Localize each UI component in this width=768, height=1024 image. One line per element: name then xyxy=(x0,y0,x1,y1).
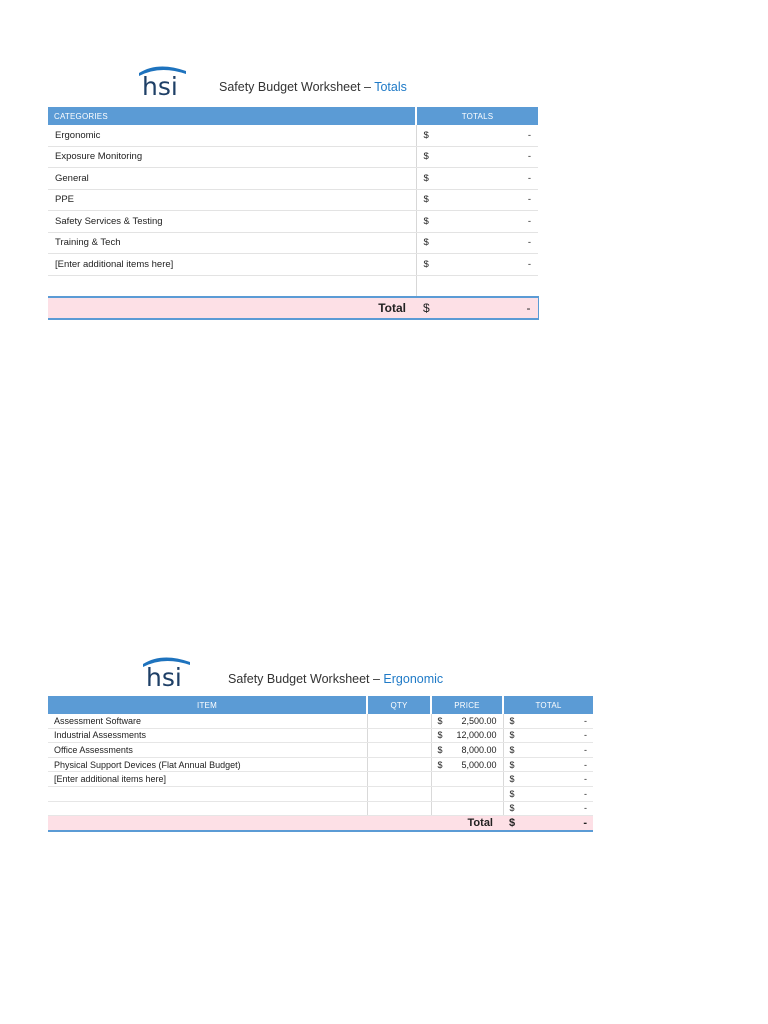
total-value: - xyxy=(527,172,531,184)
table-row xyxy=(48,254,538,276)
column-header-qty: QTY xyxy=(367,696,431,714)
currency-symbol: $ xyxy=(437,715,443,726)
price-cell[interactable] xyxy=(431,728,503,743)
price-cell[interactable] xyxy=(431,714,503,728)
column-header-total: TOTAL xyxy=(503,696,593,714)
column-header-categories: CATEGORIES xyxy=(48,107,416,125)
total-value: - xyxy=(527,151,531,163)
qty-cell[interactable] xyxy=(367,728,431,743)
item-cell[interactable] xyxy=(48,801,367,816)
qty-cell[interactable] xyxy=(367,743,431,758)
total-value: - xyxy=(584,774,587,785)
qty-cell[interactable] xyxy=(367,772,431,787)
total-cell[interactable] xyxy=(416,211,538,233)
totals-table xyxy=(48,107,539,320)
price-cell[interactable] xyxy=(431,772,503,787)
column-header-price: PRICE xyxy=(431,696,503,714)
total-cell[interactable] xyxy=(416,125,538,146)
column-header-item: ITEM xyxy=(48,696,367,714)
price-cell[interactable] xyxy=(431,786,503,801)
grand-total-value: - xyxy=(526,301,531,315)
table-row xyxy=(48,168,538,190)
total-value: - xyxy=(584,730,587,741)
qty-cell[interactable] xyxy=(367,801,431,816)
page-title xyxy=(228,672,443,686)
currency-symbol: $ xyxy=(423,194,429,206)
price-cell[interactable] xyxy=(431,743,503,758)
logo-text: hsi xyxy=(142,72,178,99)
currency-symbol: $ xyxy=(423,301,430,315)
grand-total-row xyxy=(48,816,593,832)
table-row xyxy=(48,772,593,787)
total-value: - xyxy=(527,194,531,206)
price-value: 5,000.00 xyxy=(461,759,497,770)
currency-symbol: $ xyxy=(423,237,429,249)
table-row xyxy=(48,714,593,728)
currency-symbol: $ xyxy=(509,730,515,741)
grand-total-cell xyxy=(416,297,538,319)
category-cell[interactable]: Safety Services & Testing xyxy=(48,211,416,233)
category-cell[interactable]: Ergonomic xyxy=(48,125,416,146)
ergonomic-table xyxy=(48,696,593,832)
qty-cell[interactable] xyxy=(367,714,431,728)
total-cell[interactable] xyxy=(416,232,538,254)
price-value: 12,000.00 xyxy=(456,730,497,741)
logo-text: hsi xyxy=(146,663,182,690)
total-cell[interactable] xyxy=(503,772,593,787)
table-row xyxy=(48,743,593,758)
total-cell[interactable] xyxy=(416,146,538,168)
currency-symbol: $ xyxy=(423,172,429,184)
table-row-empty xyxy=(48,786,593,801)
total-cell[interactable] xyxy=(416,275,538,297)
price-cell[interactable] xyxy=(431,801,503,816)
currency-symbol: $ xyxy=(509,817,516,830)
item-cell[interactable]: Physical Support Devices (Flat Annual Budget) xyxy=(48,757,367,772)
category-cell[interactable]: PPE xyxy=(48,189,416,211)
item-cell[interactable]: Assessment Software xyxy=(48,714,367,728)
grand-total-row xyxy=(48,297,538,319)
table-row xyxy=(48,728,593,743)
total-cell[interactable] xyxy=(503,801,593,816)
currency-symbol: $ xyxy=(423,129,429,141)
table-row xyxy=(48,211,538,233)
category-cell[interactable]: [Enter additional items here] xyxy=(48,254,416,276)
item-cell[interactable]: [Enter additional items here] xyxy=(48,772,367,787)
total-cell[interactable] xyxy=(416,189,538,211)
grand-total-cell xyxy=(503,816,593,832)
table-row xyxy=(48,757,593,772)
grand-total-value: - xyxy=(583,817,587,830)
category-cell[interactable]: General xyxy=(48,168,416,190)
total-value: - xyxy=(584,759,587,770)
item-cell[interactable]: Industrial Assessments xyxy=(48,728,367,743)
column-header-totals: TOTALS xyxy=(416,107,538,125)
table-row xyxy=(48,232,538,254)
total-value: - xyxy=(584,788,587,799)
qty-cell[interactable] xyxy=(367,786,431,801)
currency-symbol: $ xyxy=(437,744,443,755)
item-cell[interactable]: Office Assessments xyxy=(48,743,367,758)
currency-symbol: $ xyxy=(509,715,515,726)
currency-symbol: $ xyxy=(509,744,515,755)
total-cell[interactable] xyxy=(416,168,538,190)
currency-symbol: $ xyxy=(509,759,515,770)
currency-symbol: $ xyxy=(509,803,515,814)
qty-cell[interactable] xyxy=(367,757,431,772)
total-cell[interactable] xyxy=(503,728,593,743)
category-cell[interactable]: Training & Tech xyxy=(48,232,416,254)
total-cell[interactable] xyxy=(503,757,593,772)
currency-symbol: $ xyxy=(423,215,429,227)
price-value: 8,000.00 xyxy=(461,744,497,755)
item-cell[interactable] xyxy=(48,786,367,801)
total-cell[interactable] xyxy=(503,786,593,801)
table-header-row xyxy=(48,107,538,125)
table-row-empty xyxy=(48,275,538,297)
hsi-logo-icon xyxy=(136,63,190,99)
total-value: - xyxy=(584,715,587,726)
total-cell[interactable] xyxy=(503,743,593,758)
grand-total-label: Total xyxy=(48,816,503,832)
currency-symbol: $ xyxy=(437,730,443,741)
currency-symbol: $ xyxy=(423,151,429,163)
currency-symbol: $ xyxy=(509,774,515,785)
table-row xyxy=(48,125,538,146)
table-header-row xyxy=(48,696,593,714)
table-row-empty xyxy=(48,801,593,816)
total-value: - xyxy=(527,237,531,249)
hsi-logo-icon xyxy=(140,654,194,690)
currency-symbol: $ xyxy=(423,258,429,270)
currency-symbol: $ xyxy=(509,788,515,799)
total-value: - xyxy=(527,129,531,141)
title-prefix: Safety Budget Worksheet – xyxy=(228,672,384,686)
category-cell[interactable] xyxy=(48,275,416,297)
price-cell[interactable] xyxy=(431,757,503,772)
title-accent: Totals xyxy=(374,80,407,94)
total-cell[interactable] xyxy=(416,254,538,276)
total-value: - xyxy=(527,215,531,227)
total-value: - xyxy=(527,258,531,270)
currency-symbol: $ xyxy=(437,759,443,770)
total-cell[interactable] xyxy=(503,714,593,728)
title-prefix: Safety Budget Worksheet – xyxy=(219,80,375,94)
title-accent: Ergonomic xyxy=(383,672,444,686)
category-cell[interactable]: Exposure Monitoring xyxy=(48,146,416,168)
table-row xyxy=(48,146,538,168)
grand-total-label: Total xyxy=(48,297,416,319)
total-value: - xyxy=(584,803,587,814)
table-row xyxy=(48,189,538,211)
total-value: - xyxy=(584,744,587,755)
price-value: 2,500.00 xyxy=(461,715,497,726)
page-title xyxy=(219,80,407,94)
